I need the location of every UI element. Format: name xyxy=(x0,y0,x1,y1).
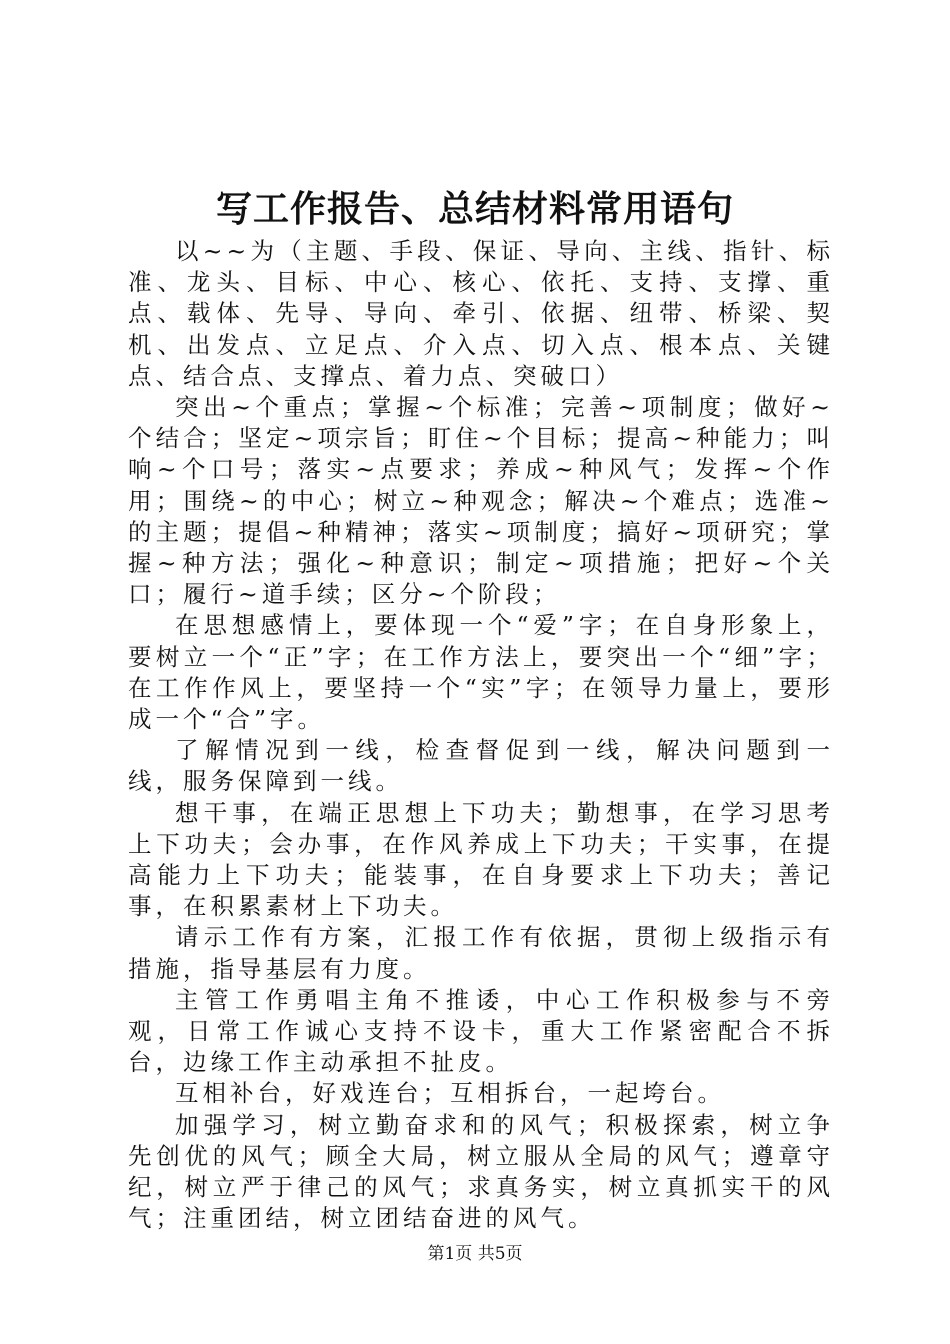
paragraph: 在思想感情上，要体现一个“爱”字；在自身形象上，要树立一个“正”字；在工作方法上，要突出一个“细”字；在工作作风上，要坚持一个“实”字；在领导力量上，要形成一个“合”字。 xyxy=(128,611,834,734)
paragraph: 互相补台，好戏连台；互相拆台，一起垮台。 xyxy=(175,1079,725,1108)
paragraph: 突出~个重点；掌握~个标准；完善~项制度；做好~个结合；坚定~项宗旨；盯住~个目标；提高~种能力；叫响~个口号；落实~点要求；养成~种风气；发挥~个作用；围绕~的中心；树立~种观念；解决~个难点；选准~的主题；提倡~种精神；落实~项制度；搞好~项研究；掌握~种方法；强化~种意识；制定~项措施；把好~个关口；履行~道手续；区分~个阶段； xyxy=(128,393,834,609)
paragraph: 主管工作勇唱主角不推诿，中心工作积极参与不旁观，日常工作诚心支持不设卡，重大工作紧密配合不拆台，边缘工作主动承担不扯皮。 xyxy=(128,985,834,1077)
document-title: 写工作报告、总结材料常用语句 xyxy=(215,188,734,230)
paragraph: 请示工作有方案，汇报工作有依据，贯彻上级指示有措施，指导基层有力度。 xyxy=(128,923,834,983)
page-number-footer: 第1页 共5页 xyxy=(427,1244,523,1264)
paragraph: 以~~为（主题、手段、保证、导向、主线、指针、标准、龙头、目标、中心、核心、依托、支持、支撑、重点、载体、先导、导向、牵引、依据、纽带、桥梁、契机、出发点、立足点、介入点、切入点、根本点、关键点、结合点、支撑点、着力点、突破口） xyxy=(128,237,834,390)
paragraph: 了解情况到一线，检查督促到一线，解决问题到一线，服务保障到一线。 xyxy=(128,736,834,796)
paragraph: 想干事，在端正思想上下功夫；勤想事，在学习思考上下功夫；会办事，在作风养成上下功夫；干实事，在提高能力上下功夫；能装事，在自身要求上下功夫；善记事，在积累素材上下功夫。 xyxy=(128,798,834,921)
paragraph: 加强学习，树立勤奋求和的风气；积极探索，树立争先创优的风气；顾全大局，树立服从全局的风气；遵章守纪，树立严于律己的风气；求真务实，树立真抓实干的风气；注重团结，树立团结奋进的风气。 xyxy=(128,1110,834,1233)
document-body xyxy=(128,236,834,1235)
